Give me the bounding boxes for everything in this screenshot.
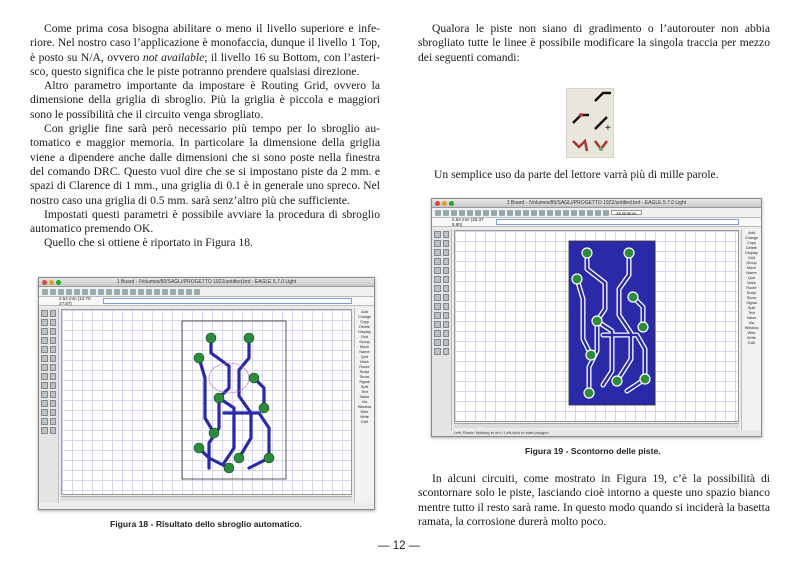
menu-item[interactable]: Display (358, 330, 371, 334)
menu-item[interactable]: Name (359, 350, 370, 354)
menu-item[interactable]: Quit (361, 355, 368, 359)
paragraph: Qualora le piste non siano di gradimento o l’autorouter non abbia sbrogliato tutte le linee è possibile modificare la singola traccia per mezzo dei seguenti comandi: (418, 22, 770, 64)
coordinate-readout: 2.54 mm (25.37 5.80) (452, 217, 484, 227)
menu-item[interactable]: Group (746, 261, 757, 265)
menu-item[interactable]: Script (359, 370, 370, 374)
menu-item[interactable]: Value (359, 395, 370, 399)
menu-item[interactable]: Display (745, 251, 758, 255)
menu-item[interactable]: Change (744, 236, 759, 240)
menu-item[interactable]: Write (747, 336, 756, 340)
window-title: 1 Board - /Volumes/80/SAGLI/PROGETTO 1922/untitled.brd - EAGLE 5.7.0 Light (116, 279, 297, 285)
menu-item[interactable]: Edit (361, 420, 368, 424)
menu-item[interactable]: Delete (359, 325, 370, 329)
menu-item[interactable]: Group (359, 340, 370, 344)
menu-item[interactable]: Show (359, 375, 370, 379)
menu-item[interactable]: Split (360, 385, 369, 389)
menu-item[interactable]: Split (747, 306, 756, 310)
menu-item[interactable]: Quit (748, 276, 755, 280)
window-titlebar (432, 199, 761, 208)
menu-item[interactable]: Wire (360, 410, 369, 414)
command-line-input[interactable] (103, 298, 352, 304)
paragraph: Un semplice uso da parte del lettore varrà più di mille parole. (434, 168, 719, 181)
figure-19-eagle-window (431, 198, 762, 437)
menu-item[interactable]: Text (748, 311, 755, 315)
ripup-icon[interactable] (573, 141, 587, 151)
menu-item[interactable]: Add (361, 310, 368, 314)
paragraph: Quello che si ottiene è riportato in Figura 18. (44, 236, 253, 250)
menu-item[interactable]: Window (357, 405, 372, 409)
menu-item[interactable]: Route (359, 365, 370, 369)
horizontal-scrollbar[interactable] (61, 496, 352, 501)
split-icon[interactable] (573, 113, 589, 123)
menu-item[interactable]: Via (361, 400, 368, 404)
menu-item[interactable]: Show (746, 296, 757, 300)
left-toolbar (432, 229, 452, 430)
menu-item[interactable]: Copy (360, 320, 369, 324)
route-bend-icon[interactable] (595, 93, 611, 101)
menu-item[interactable]: Mark (747, 281, 756, 285)
paragraph: Altro parametro importante da impostare è Routing Grid, ovvero la dimensione della griglia di sbroglio. Più la griglia è piccola e maggiori sono le possibilità che il circuito venga sbrogliato. (30, 79, 380, 121)
paragraph: Come prima cosa bisogna abilitare o meno il livello superiore e inferiore. Nel nostro caso l’applicazione è monofaccia, dunque il livello 1 Top, è posto su N/A, ovvero not available; il livello 16 su Bottom, con l’asterisco, questo significa che le piste potranno prendere qualsiasi direzione. (30, 22, 381, 78)
pcb-board-isolated (567, 239, 657, 407)
window-titlebar (39, 278, 374, 287)
coordinate-readout: 2.54 mm (12.70 27.87) (59, 296, 91, 306)
menu-item[interactable]: Write (360, 415, 369, 419)
menu-item[interactable]: Move (746, 266, 757, 270)
left-toolbar (39, 308, 59, 503)
paragraph: In alcuni circuiti, come mostrato in Figura 19, c’è la possibilità di scontornare solo le piste, lasciando cioè intorno a queste uno spazio bianco mentre tutto il resto sarà rame. In questo modo quando si inciderà la basetta ramata, la corrosione durerà molto poco. (418, 472, 770, 528)
pcb-board-autorouted (179, 318, 289, 483)
menu-item[interactable]: Name (746, 271, 757, 275)
right-column (418, 22, 770, 65)
figure-18-eagle-window (38, 277, 375, 510)
menu-item[interactable]: Script (746, 291, 757, 295)
menu-item[interactable]: Value (746, 316, 757, 320)
horizontal-scrollbar[interactable] (454, 423, 739, 428)
command-menu (741, 229, 761, 430)
menu-item[interactable]: Mark (360, 360, 369, 364)
left-column (30, 22, 380, 251)
menu-item[interactable]: Change (357, 315, 372, 319)
paragraph: Con griglie fine sarà però necessario più tempo per lo sbroglio automatico e maggior memoria. In particolare la dimensione della griglia viene a dipendere anche dalle dimensioni che si sono poste nella finestra del comando DRC. Questo vuol dire che se si impostano piste da 2 mm. e spazi di Clarence di 1 mm., una griglia di 0.1 è in generale uno spreco. Nel nostro caso una griglia di 0.5 mm. sarà senz’altro più che sufficiente. (30, 122, 380, 207)
route-command-icons (566, 88, 614, 158)
figure-18-caption: Figura 18 - Risultato dello sbroglio automatico. (110, 519, 302, 529)
menu-item[interactable]: Route (746, 286, 757, 290)
menu-item[interactable]: Window (744, 326, 759, 330)
menu-item[interactable]: Delete (746, 246, 757, 250)
menu-item[interactable]: Grid (360, 335, 369, 339)
paragraph: Impostati questi parametri è possibile avviare la procedura di sbroglio automatico premendo OK. (30, 207, 380, 236)
menu-item[interactable]: Edit (748, 341, 755, 345)
command-row (432, 218, 761, 227)
menu-item[interactable]: Add (748, 231, 755, 235)
status-bar: Left: Route: Nothing to do! • Left-click to start polygon (432, 430, 761, 436)
menu-item[interactable]: Copy (747, 241, 756, 245)
right-column-bottom (418, 472, 770, 529)
menu-item[interactable]: Grid (747, 256, 756, 260)
page-number: — 12 — (378, 540, 421, 552)
window-title: 1 Board - /Volumes/80/SAGLI/PROGETTO 1922/untitled.brd - EAGLE 5.7.0 Light (506, 200, 687, 206)
menu-item[interactable]: Signal (746, 301, 757, 305)
optimize-icon[interactable] (595, 117, 611, 134)
menu-item[interactable]: Wire (747, 331, 756, 335)
command-line-input[interactable] (496, 219, 739, 225)
command-row (39, 297, 374, 306)
svg-text:+: + (605, 123, 611, 134)
menu-item[interactable]: Move (359, 345, 370, 349)
undo-route-icon[interactable] (595, 141, 607, 151)
layer-select[interactable]: 16 Bottom (611, 210, 642, 215)
right-column-continued (434, 168, 774, 182)
figure-19-caption: Figura 19 - Scontorno delle piste. (525, 446, 661, 456)
command-menu (354, 308, 374, 503)
menu-item[interactable]: Signal (359, 380, 370, 384)
menu-item[interactable]: Via (748, 321, 755, 325)
menu-item[interactable]: Text (361, 390, 368, 394)
